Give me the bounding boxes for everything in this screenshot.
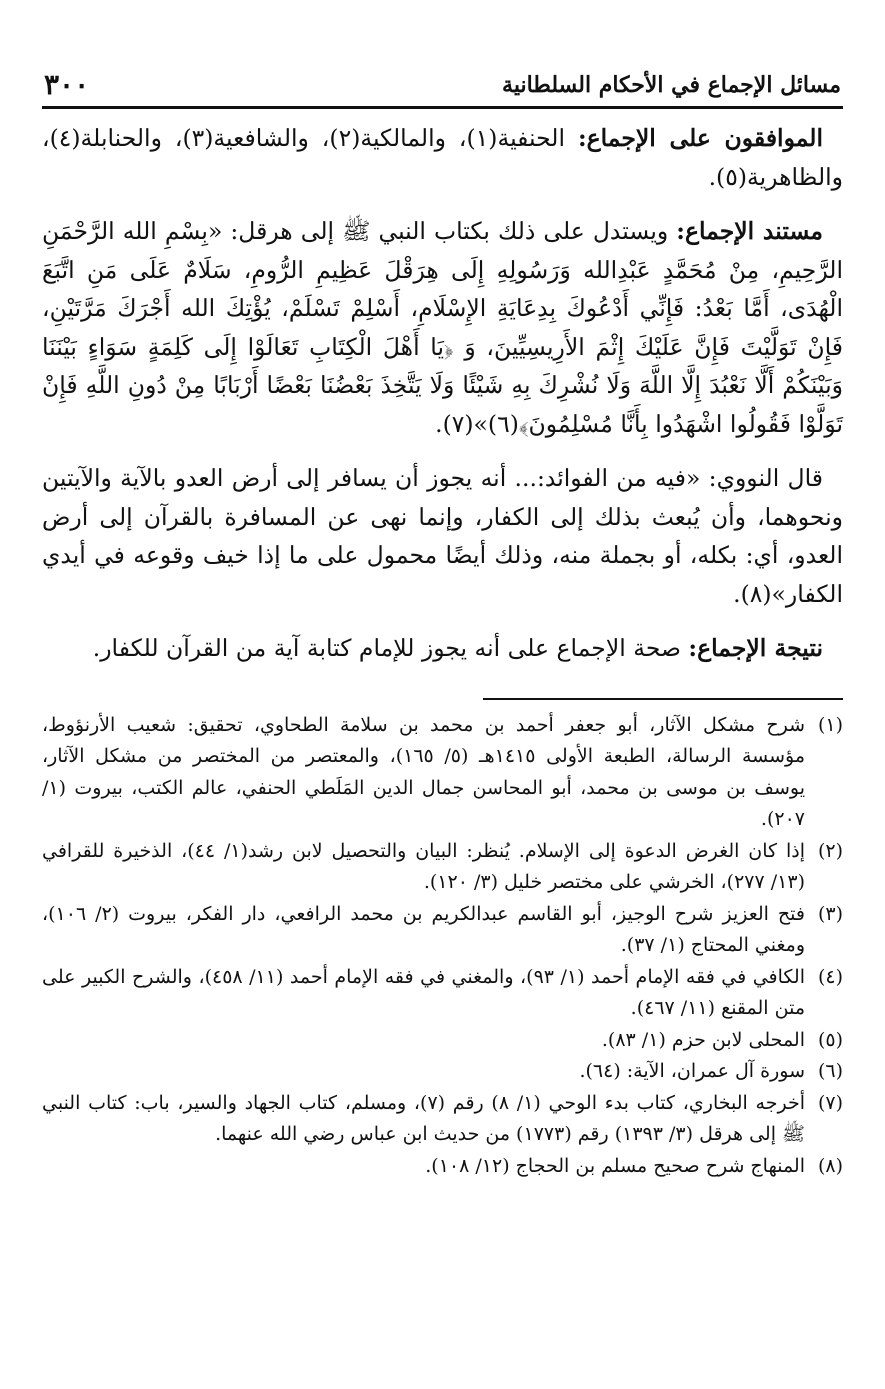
- footnote-number: (٢): [817, 839, 843, 862]
- footnote-number: (٥): [817, 1028, 843, 1051]
- paragraph-evidence: [42, 212, 843, 443]
- footnote: [42, 1025, 843, 1057]
- footnote-text: شرح مشكل الآثار، أبو جعفر أحمد بن محمد بن سلامة الطحاوي، تحقيق: شعيب الأرنؤوط، مؤسسة الرسالة، الطبعة الأولى ١٤١٥هـ (٥/ ١٦٥)، والمعتصر من المختصر من مشكل الآثار، يوسف بن موسى بن محمد، أبو المحاسن جمال الدين المَلَطي الحنفي، عالم الكتب، بيروت (١/ ٢٠٧).: [42, 713, 806, 830]
- paragraph-result: [42, 629, 843, 668]
- footnote-text: سورة آل عمران، الآية: (٦٤).: [579, 1060, 805, 1082]
- footnote-text: فتح العزيز شرح الوجيز، أبو القاسم عبدالكريم بن محمد الرافعي، دار الفكر، بيروت (٢/ ١٠٦)، ومغني المحتاج (١/ ٣٧).: [42, 902, 805, 956]
- paragraph-label: نتيجة الإجماع:: [688, 634, 823, 662]
- footnote-number: (٤): [817, 965, 843, 988]
- footnote: [42, 1056, 843, 1088]
- footnote: [42, 1151, 843, 1183]
- footnote-text: الكافي في فقه الإمام أحمد (١/ ٩٣)، والمغني في فقه الإمام أحمد (١١/ ٤٥٨)، والشرح الكبير على متن المقنع (١١/ ٤٦٧).: [42, 965, 805, 1019]
- paragraph-text: صحة الإجماع على أنه يجوز للإمام كتابة آية من القرآن للكفار.: [92, 634, 689, 662]
- footnotes: [42, 710, 843, 1183]
- footnote-number: (٨): [817, 1154, 843, 1177]
- paragraph-text: قال النووي: «فيه من الفوائد:... أنه يجوز أن يسافر إلى أرض العدو بالآية والآيتين ونحوهما، وأن يُبعث بذلك إلى الكفار، وإنما نهى عن المسافرة بالقرآن إلى أرض العدو، أي: بكله، أو بجملة منه، وذلك أيضًا محمول على ما إذا خيف وقوعه في أيدي الكفار»(٨).: [42, 464, 843, 608]
- footnote-number: (٣): [817, 902, 843, 925]
- footnote: [42, 1088, 843, 1151]
- footnote: [42, 710, 843, 836]
- paragraph-text: ويستدل على ذلك بكتاب النبي ﷺ إلى هرقل: «بِسْمِ الله الرَّحْمَنِ الرَّحِيمِ، مِنْ مُحَمَّدٍ عَبْدِالله وَرَسُولِهِ إِلَى هِرَقْلَ عَظِيمِ الرُّومِ، سَلَامٌ عَلَى مَنِ اتَّبَعَ الْهُدَى، أَمَّا بَعْدُ: فَإِنِّي أَدْعُوكَ بِدِعَايَةِ الإِسْلَامِ، أَسْلِمْ تَسْلَمْ، يُؤْتِكَ الله أَجْرَكَ مَرَّتَيْنِ، فَإِنْ تَوَلَّيْتَ فَإِنَّ عَلَيْكَ إِثْمَ الأَرِيسِيِّينَ، وَ ﴿يَا أَهْلَ الْكِتَابِ تَعَالَوْا إِلَى كَلِمَةٍ سَوَاءٍ بَيْنَنَا وَبَيْنَكُمْ أَلَّا نَعْبُدَ إِلَّا اللَّهَ وَلَا نُشْرِكَ بِهِ شَيْئًا وَلَا يَتَّخِذَ بَعْضُنَا بَعْضًا أَرْبَابًا مِنْ دُونِ اللَّهِ فَإِنْ تَوَلَّوْا فَقُولُوا اشْهَدُوا بِأَنَّا مُسْلِمُونَ﴾(٦)»(٧).: [42, 217, 843, 438]
- footnote-number: (١): [817, 713, 843, 736]
- paragraph-nawawi-quote: [42, 459, 843, 613]
- footnote-text: أخرجه البخاري، كتاب بدء الوحي (١/ ٨) رقم (٧)، ومسلم، كتاب الجهاد والسير، باب: كتاب النبي ﷺ إلى هرقل (٣/ ١٣٩٣) رقم (١٧٧٣) من حديث ابن عباس رضي الله عنهما.: [42, 1091, 805, 1145]
- main-text: [42, 119, 843, 668]
- footnote-text: إذا كان الغرض الدعوة إلى الإسلام. يُنظر: البيان والتحصيل لابن رشد(١/ ٤٤)، الذخيرة للقرافي (١٣/ ٢٧٧)، الخرشي على مختصر خليل (٣/ ١٢٠).: [42, 839, 806, 893]
- footnote-number: (٧): [817, 1091, 843, 1114]
- paragraph-label: الموافقون على الإجماع:: [577, 124, 823, 152]
- paragraph-label: مستند الإجماع:: [676, 217, 823, 245]
- footnote-text: المحلى لابن حزم (١/ ٨٣).: [601, 1028, 805, 1051]
- footnote-separator: [483, 698, 843, 700]
- footnote: [42, 836, 843, 899]
- page-number: ٣٠٠: [44, 68, 90, 101]
- footnote: [42, 962, 843, 1025]
- page-header: [42, 70, 843, 109]
- footnote-number: (٦): [817, 1060, 843, 1082]
- paragraph-agreeing: [42, 119, 843, 196]
- running-title: مسائل الإجماع في الأحكام السلطانية: [502, 72, 841, 98]
- footnote-text: المنهاج شرح صحيح مسلم بن الحجاج (١٢/ ١٠٨).: [425, 1154, 805, 1177]
- paragraph-text: الحنفية(١)، والمالكية(٢)، والشافعية(٣)، والحنابلة(٤)، والظاهرية(٥).: [42, 124, 843, 191]
- footnote: [42, 899, 843, 962]
